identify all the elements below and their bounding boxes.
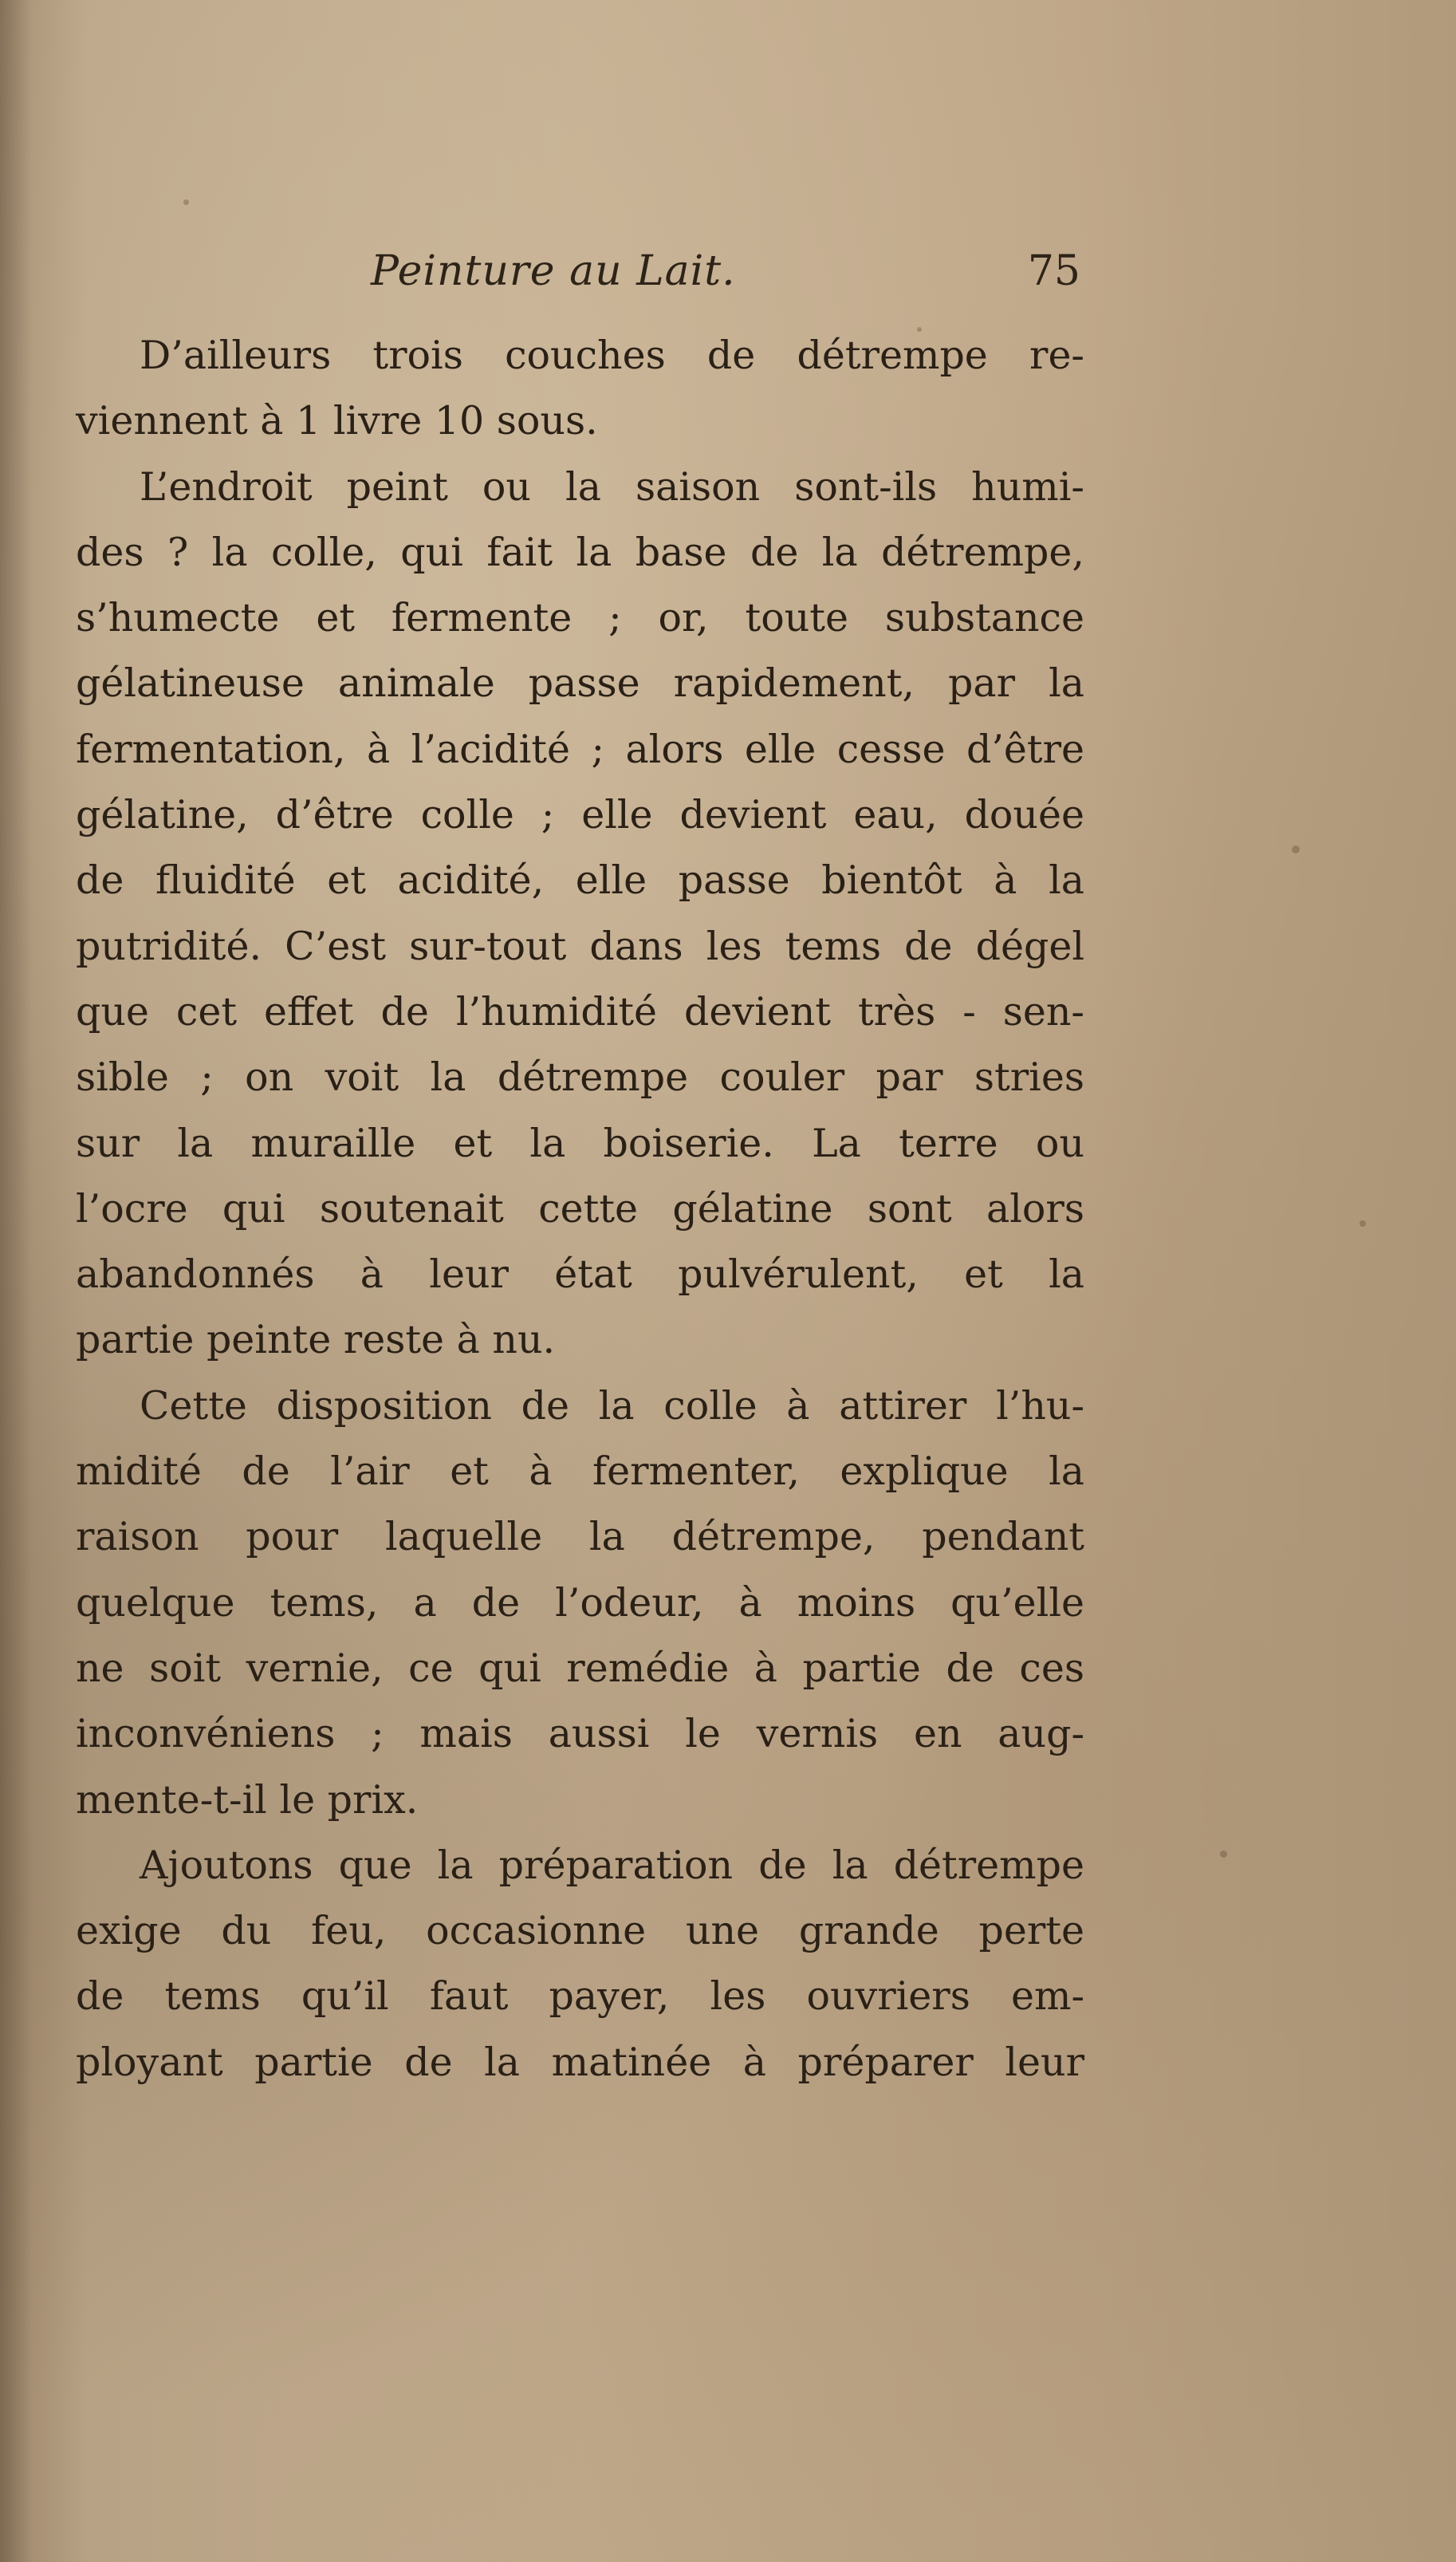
text-line: midité de l’air et à fermenter, explique la — [76, 1449, 1084, 1495]
text-line: de fluidité et acidité, elle passe bientôt à la — [76, 857, 1084, 904]
text-line: gélatine, d’être colle ; elle devient eau, douée — [76, 792, 1084, 838]
text-line: sur la muraille et la boiserie. La terre ou — [76, 1120, 1084, 1166]
text-line: viennent à 1 livre 10 sous. — [76, 398, 598, 444]
text-line: Cette disposition de la colle à attirer l’hu- — [140, 1382, 1084, 1429]
text-line: partie peinte reste à nu. — [76, 1317, 556, 1363]
text-line: D’ailleurs trois couches de détrempe re- — [140, 333, 1084, 378]
text-line: Ajoutons que la préparation de la détrempe — [140, 1842, 1084, 1888]
text-line: inconvéniens ; mais aussi le vernis en aug- — [76, 1711, 1084, 1757]
foxing-spot — [1360, 1220, 1366, 1227]
text-line: mente-t-il le prix. — [76, 1776, 419, 1823]
text-line: l’ocre qui soutenait cette gélatine sont alors — [76, 1185, 1084, 1232]
text-line: s’humecte et fermente ; or, toute substance — [76, 595, 1084, 641]
text-line: abandonnés à leur état pulvérulent, et la — [76, 1251, 1084, 1298]
foxing-spot — [183, 199, 189, 205]
text-line: raison pour laquelle la détrempe, pendant — [76, 1514, 1084, 1560]
text-line: que cet effet de l’humidité devient très - sen- — [76, 988, 1084, 1035]
text-line: gélatineuse animale passe rapidement, par la — [76, 660, 1084, 707]
page-number: 75 — [1027, 247, 1080, 295]
foxing-spot — [1220, 1851, 1227, 1858]
text-line: quelque tems, a de l’odeur, à moins qu’elle — [76, 1579, 1084, 1626]
text-line: exige du feu, occasionne une grande perte — [76, 1908, 1084, 1954]
text-line: des ? la colle, qui fait la base de la détrempe, — [76, 529, 1084, 575]
text-line: ne soit vernie, ce qui remédie à partie de ces — [76, 1645, 1084, 1691]
text-line: ployant partie de la matinée à préparer leur — [76, 2039, 1084, 2085]
body-text — [76, 323, 1084, 2095]
text-line: sible ; on voit la détrempe couler par stries — [76, 1054, 1084, 1101]
running-head — [76, 247, 1080, 303]
text-line: de tems qu’il faut payer, les ouvriers em- — [76, 1973, 1084, 2020]
foxing-spot — [1292, 845, 1300, 853]
running-head-title: Peinture au Lait. — [371, 247, 736, 295]
text-line: putridité. C’est sur-tout dans les tems de dégel — [76, 923, 1084, 969]
text-line: L’endroit peint ou la saison sont-ils humi- — [140, 463, 1084, 510]
page-gutter-shadow — [0, 0, 32, 2562]
text-line: fermentation, à l’acidité ; alors elle cesse d’être — [76, 726, 1084, 772]
